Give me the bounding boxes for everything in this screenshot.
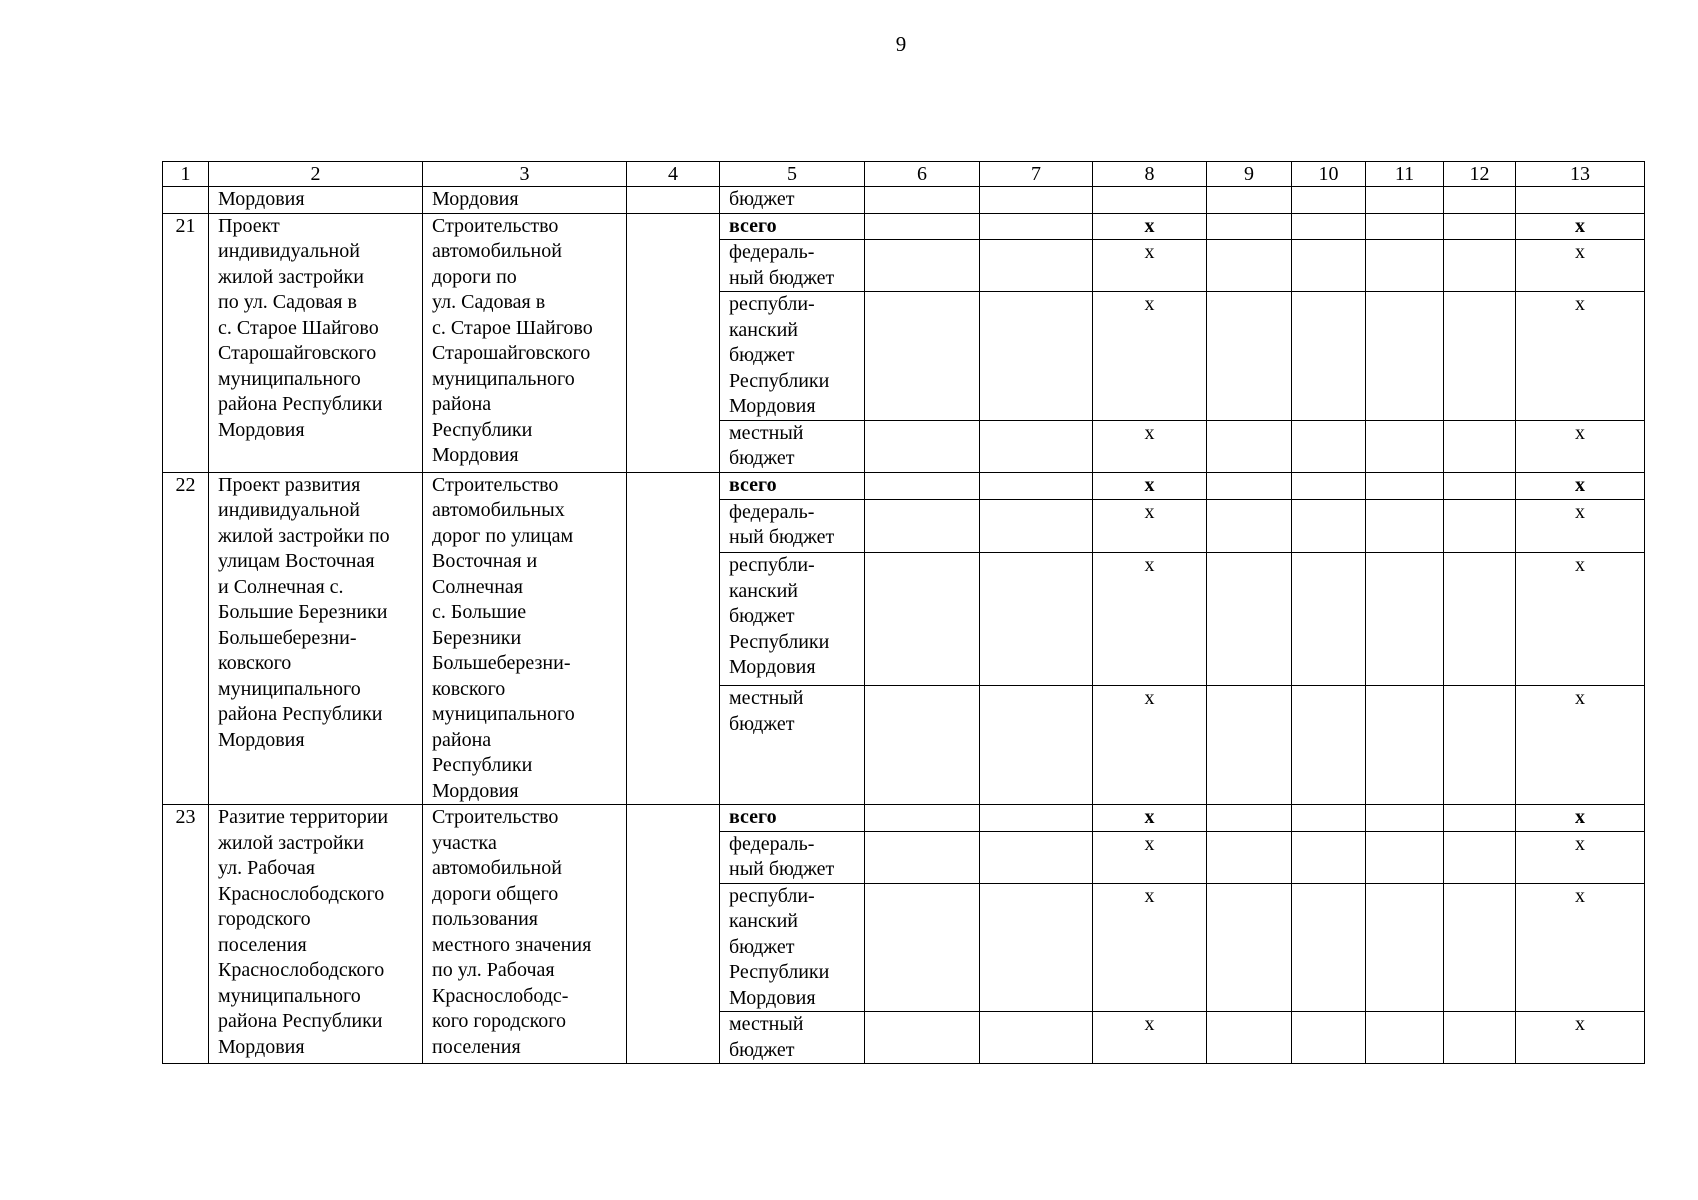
cell-col7: [980, 686, 1093, 805]
cell-source: [720, 213, 865, 240]
cell-col10: [1292, 553, 1366, 686]
cell-col8: х: [1093, 831, 1207, 883]
cell-line: местный: [729, 1013, 804, 1035]
cell-col13: х: [1516, 499, 1645, 553]
cell-col13: х: [1516, 553, 1645, 686]
cell-col6: [865, 420, 980, 472]
cell-line: Краснослободского: [218, 882, 385, 905]
cell-source: [720, 472, 865, 499]
cell-line: Мордовия: [218, 1035, 305, 1058]
cell-col8: х: [1093, 499, 1207, 553]
cell-line: Краснослободского: [218, 959, 385, 981]
cell-col9: [1207, 213, 1292, 240]
cell-col11: [1366, 1012, 1444, 1064]
table-row: [163, 213, 1645, 240]
cell-line: Большеберезни-: [218, 626, 357, 649]
column-number-1: 1: [163, 162, 209, 187]
cell-col10: [1292, 499, 1366, 553]
cell-line: Солнечная: [432, 575, 523, 598]
cell-col9: [1207, 805, 1292, 832]
cell-source: [720, 1012, 865, 1064]
cell-col8: х: [1093, 883, 1207, 1012]
cell-col4: [627, 187, 720, 214]
cell-col13: х: [1516, 213, 1645, 240]
cell-line: Старошайговского: [432, 342, 591, 364]
cell-line: автомобильной: [432, 240, 562, 262]
cell-col7: [980, 240, 1093, 292]
cell-col8: х: [1093, 686, 1207, 805]
cell-line: жилой застройки по: [218, 524, 390, 547]
cell-source: [720, 831, 865, 883]
cell-col10: [1292, 883, 1366, 1012]
cell-line: Республики: [432, 754, 533, 776]
cell-project-name: [209, 805, 423, 1064]
cell-col12: [1444, 499, 1516, 553]
column-number-12: 12: [1444, 162, 1516, 187]
cell-line: Большеберезни-: [432, 652, 571, 674]
cell-line: местный: [729, 421, 804, 444]
cell-line: Краснослободс-: [432, 984, 569, 1007]
cell-line: бюджет: [729, 935, 795, 958]
cell-line: ный бюджет: [729, 526, 835, 549]
cell-col8: [1093, 187, 1207, 214]
cell-line: по ул. Рабочая: [432, 959, 555, 981]
cell-line: Восточная и: [432, 550, 538, 572]
cell-source: [720, 499, 865, 553]
cell-num: 23: [163, 805, 209, 1064]
cell-line: местный: [729, 687, 804, 709]
cell-source: [720, 292, 865, 421]
cell-line: Мордовия: [432, 444, 519, 466]
cell-line: Мордовия: [218, 728, 305, 751]
cell-col7: [980, 292, 1093, 421]
cell-line: индивидуальной: [218, 499, 360, 521]
cell-line: Большие Березники: [218, 601, 388, 623]
cell-line: Республики: [729, 630, 830, 653]
cell-col6: [865, 187, 980, 214]
cell-line: по ул. Садовая в: [218, 291, 357, 313]
cell-col8: х: [1093, 292, 1207, 421]
cell-object: Мордовия: [423, 187, 627, 214]
cell-line: с. Старое Шайгово: [218, 316, 379, 339]
cell-line: городского: [218, 908, 311, 930]
cell-col8: х: [1093, 805, 1207, 832]
cell-line: федераль-: [729, 500, 815, 523]
cell-line: дорог по улицам: [432, 524, 574, 547]
cell-col11: [1366, 883, 1444, 1012]
cell-col11: [1366, 187, 1444, 214]
cell-col9: [1207, 420, 1292, 472]
cell-line: бюджет: [729, 605, 795, 628]
cell-col10: [1292, 831, 1366, 883]
cell-source: [720, 240, 865, 292]
column-number-4: 4: [627, 162, 720, 187]
cell-col4: [627, 472, 720, 805]
cell-line: муниципального: [218, 367, 361, 390]
cell-source: [720, 805, 865, 832]
cell-line: района: [432, 728, 492, 751]
cell-line: района Республики: [218, 703, 383, 725]
cell-col10: [1292, 1012, 1366, 1064]
cell-line: бюджет: [729, 712, 795, 735]
cell-line: улицам Восточная: [218, 550, 375, 572]
cell-col7: [980, 499, 1093, 553]
cell-line: ковского: [432, 677, 506, 700]
cell-col9: [1207, 472, 1292, 499]
cell-line: ул. Рабочая: [218, 857, 315, 879]
cell-col6: [865, 240, 980, 292]
cell-line: Мордовия: [432, 779, 519, 802]
cell-col13: х: [1516, 1012, 1645, 1064]
cell-col6: [865, 213, 980, 240]
cell-col9: [1207, 553, 1292, 686]
cell-col4: [627, 805, 720, 1064]
column-number-2: 2: [209, 162, 423, 187]
cell-line: Республики: [729, 369, 830, 392]
cell-line: муниципального: [218, 984, 361, 1007]
cell-line: федераль-: [729, 832, 815, 855]
cell-line: всего: [729, 214, 777, 237]
column-number-10: 10: [1292, 162, 1366, 187]
cell-col10: [1292, 187, 1366, 214]
cell-line: поселения: [218, 933, 307, 956]
column-number-5: 5: [720, 162, 865, 187]
column-number-7: 7: [980, 162, 1093, 187]
cell-line: ный бюджет: [729, 858, 835, 880]
cell-col6: [865, 686, 980, 805]
cell-object: [423, 213, 627, 472]
cell-col6: [865, 553, 980, 686]
cell-col6: [865, 472, 980, 499]
cell-col9: [1207, 240, 1292, 292]
cell-project-name: [209, 213, 423, 472]
cell-col9: [1207, 187, 1292, 214]
cell-col11: [1366, 686, 1444, 805]
cell-col10: [1292, 292, 1366, 421]
cell-line: муниципального: [432, 367, 575, 390]
cell-line: жилой застройки: [218, 831, 364, 854]
cell-col12: [1444, 805, 1516, 832]
cell-line: всего: [729, 806, 777, 828]
cell-col13: х: [1516, 831, 1645, 883]
cell-line: Строительство: [432, 473, 559, 496]
cell-line: бюджет: [729, 344, 795, 366]
cell-col7: [980, 420, 1093, 472]
cell-line: федераль-: [729, 241, 815, 263]
cell-col7: [980, 883, 1093, 1012]
cell-col6: [865, 831, 980, 883]
cell-col11: [1366, 240, 1444, 292]
page-number: 9: [895, 32, 907, 56]
cell-col10: [1292, 213, 1366, 240]
cell-col8: х: [1093, 420, 1207, 472]
cell-line: района Республики: [218, 393, 383, 415]
cell-col7: [980, 1012, 1093, 1064]
cell-line: района Республики: [218, 1010, 383, 1032]
cell-line: бюджет: [729, 447, 795, 469]
cell-line: дороги общего: [432, 882, 559, 905]
cell-line: Березники: [432, 626, 522, 649]
cell-col11: [1366, 292, 1444, 421]
cell-line: района: [432, 393, 492, 415]
cell-num: 21: [163, 213, 209, 472]
cell-line: автомобильной: [432, 857, 562, 879]
column-number-6: 6: [865, 162, 980, 187]
cell-col7: [980, 553, 1093, 686]
cell-line: республи-: [729, 884, 815, 907]
cell-col10: [1292, 686, 1366, 805]
cell-col7: [980, 187, 1093, 214]
table-row: [163, 805, 1645, 832]
cell-col13: х: [1516, 472, 1645, 499]
cell-col9: [1207, 1012, 1292, 1064]
cell-col12: [1444, 472, 1516, 499]
cell-col8: х: [1093, 213, 1207, 240]
cell-line: ул. Садовая в: [432, 291, 546, 313]
table-row: [163, 472, 1645, 499]
cell-line: Строительство: [432, 806, 559, 828]
cell-source: [720, 686, 865, 805]
cell-line: жилой застройки: [218, 265, 364, 288]
cell-line: Мордовия: [729, 986, 816, 1009]
cell-col6: [865, 292, 980, 421]
cell-line: Разитие территории: [218, 806, 389, 828]
cell-col11: [1366, 831, 1444, 883]
cell-line: бюджет: [729, 1038, 795, 1061]
cell-line: канский: [729, 318, 798, 341]
cell-line: Проект: [218, 214, 280, 237]
cell-col10: [1292, 240, 1366, 292]
cell-line: канский: [729, 910, 798, 932]
cell-num: 22: [163, 472, 209, 805]
cell-line: муниципального: [218, 677, 361, 700]
cell-col6: [865, 883, 980, 1012]
cell-col7: [980, 213, 1093, 240]
cell-col13: [1516, 187, 1645, 214]
cell-col6: [865, 1012, 980, 1064]
cell-line: участка: [432, 831, 497, 854]
cell-col7: [980, 831, 1093, 883]
cell-line: Республики: [729, 961, 830, 983]
cell-col13: х: [1516, 686, 1645, 805]
cell-col11: [1366, 499, 1444, 553]
cell-line: муниципального: [432, 703, 575, 725]
cell-col12: [1444, 240, 1516, 292]
cell-col8: х: [1093, 553, 1207, 686]
cell-line: кого городского: [432, 1010, 566, 1032]
cell-line: Мордовия: [729, 656, 816, 679]
cell-line: республи-: [729, 554, 815, 577]
cell-line: и Солнечная с.: [218, 575, 344, 598]
cell-col8: х: [1093, 1012, 1207, 1064]
cell-col11: [1366, 420, 1444, 472]
cell-line: канский: [729, 579, 798, 602]
cell-col11: [1366, 213, 1444, 240]
cell-col10: [1292, 805, 1366, 832]
cell-col12: [1444, 883, 1516, 1012]
column-number-9: 9: [1207, 162, 1292, 187]
cell-line: Мордовия: [729, 395, 816, 417]
cell-line: с. Большие: [432, 601, 527, 623]
cell-source: [720, 883, 865, 1012]
cell-col12: [1444, 420, 1516, 472]
cell-object: [423, 805, 627, 1064]
cell-line: дороги по: [432, 265, 517, 288]
cell-source: [720, 553, 865, 686]
cell-col9: [1207, 686, 1292, 805]
cell-col12: [1444, 292, 1516, 421]
cell-line: Проект развития: [218, 473, 361, 496]
cell-col12: [1444, 686, 1516, 805]
column-number-13: 13: [1516, 162, 1645, 187]
cell-col11: [1366, 472, 1444, 499]
cell-num: [163, 187, 209, 214]
cell-line: всего: [729, 473, 777, 496]
cell-source: [720, 420, 865, 472]
cell-project-name: Мордовия: [209, 187, 423, 214]
cell-line: ковского: [218, 652, 292, 674]
continuation-row: [163, 187, 1645, 214]
cell-line: Мордовия: [218, 418, 305, 441]
column-number-row: [163, 162, 1645, 187]
cell-col13: х: [1516, 240, 1645, 292]
cell-col12: [1444, 1012, 1516, 1064]
cell-line: Старошайговского: [218, 342, 377, 364]
cell-project-name: [209, 472, 423, 805]
cell-line: Республики: [432, 418, 533, 441]
cell-col10: [1292, 472, 1366, 499]
cell-line: индивидуальной: [218, 240, 360, 262]
cell-col9: [1207, 499, 1292, 553]
cell-col9: [1207, 292, 1292, 421]
cell-source: бюджет: [720, 187, 865, 214]
cell-col9: [1207, 883, 1292, 1012]
cell-line: республи-: [729, 293, 815, 315]
cell-object: [423, 472, 627, 805]
cell-col10: [1292, 420, 1366, 472]
cell-col13: х: [1516, 420, 1645, 472]
column-number-3: 3: [423, 162, 627, 187]
cell-line: ный бюджет: [729, 266, 835, 289]
cell-line: с. Старое Шайгово: [432, 316, 593, 339]
cell-line: местного значения: [432, 933, 592, 956]
cell-col12: [1444, 553, 1516, 686]
cell-col9: [1207, 831, 1292, 883]
cell-col12: [1444, 831, 1516, 883]
cell-col12: [1444, 213, 1516, 240]
cell-col8: х: [1093, 240, 1207, 292]
cell-col13: х: [1516, 805, 1645, 832]
cell-col4: [627, 213, 720, 472]
cell-col11: [1366, 553, 1444, 686]
cell-col6: [865, 499, 980, 553]
cell-line: автомобильных: [432, 499, 565, 521]
column-number-11: 11: [1366, 162, 1444, 187]
cell-col7: [980, 472, 1093, 499]
cell-col12: [1444, 187, 1516, 214]
cell-line: Строительство: [432, 214, 559, 237]
budget-table: [162, 161, 1645, 1064]
cell-line: пользования: [432, 908, 538, 930]
cell-col13: х: [1516, 883, 1645, 1012]
cell-col7: [980, 805, 1093, 832]
cell-col8: х: [1093, 472, 1207, 499]
column-number-8: 8: [1093, 162, 1207, 187]
cell-col6: [865, 805, 980, 832]
cell-line: поселения: [432, 1035, 521, 1058]
cell-col13: х: [1516, 292, 1645, 421]
cell-col11: [1366, 805, 1444, 832]
